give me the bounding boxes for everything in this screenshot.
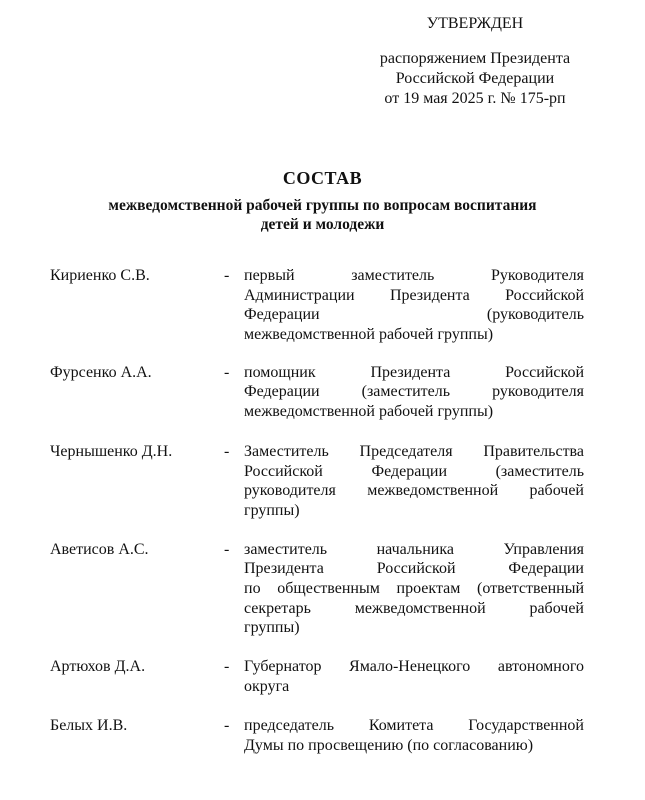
member-role [244, 540, 584, 638]
role-line: Администрации Президента Российской [244, 286, 584, 304]
member-entry [0, 657, 645, 696]
document-subtitle [40, 196, 605, 234]
role-line: Заместитель Председателя Правительства [244, 442, 584, 460]
approval-line-3: от 19 мая 2025 г. № 175-рп [384, 90, 566, 107]
member-dash: - [224, 363, 230, 381]
role-line: округа [244, 677, 290, 695]
member-entry [0, 716, 645, 755]
role-line: Губернатор Ямало-Ненецкого автономного [244, 658, 584, 675]
role-line: руководителя межведомственной рабочей [244, 482, 584, 500]
approval-stamp [345, 14, 605, 109]
member-dash: - [224, 540, 230, 558]
role-line: Федерации (руководитель [244, 306, 584, 324]
member-role [244, 657, 584, 696]
approval-heading: УТВЕРЖДЕН [426, 15, 524, 32]
role-line: межведомственной рабочей группы) [244, 403, 494, 421]
member-dash: - [224, 717, 230, 735]
member-entry [0, 363, 645, 422]
member-name: Кириенко С.В. [50, 267, 150, 284]
role-line: межведомственной рабочей группы) [244, 326, 494, 344]
role-line: Президента Российской Федерации [244, 560, 584, 578]
member-name: Чернышенко Д.Н. [50, 442, 173, 460]
member-entry [0, 442, 645, 521]
role-line: первый заместитель Руководителя [244, 267, 584, 284]
document-title: СОСТАВ [282, 168, 363, 188]
member-entry [0, 540, 645, 638]
role-line: по общественным проектам (ответственный [244, 579, 584, 597]
role-line: Думы по просвещению (по согласованию) [244, 737, 534, 755]
member-entry [0, 266, 645, 345]
approval-line-2: Российской Федерации [395, 70, 555, 87]
role-line: группы) [244, 619, 300, 637]
member-dash: - [224, 442, 230, 460]
member-dash: - [224, 267, 230, 284]
approval-line-1: распоряжением Президента [379, 50, 571, 67]
role-line: заместитель начальника Управления [244, 540, 584, 558]
member-role [244, 363, 584, 422]
member-name: Фурсенко А.А. [50, 363, 152, 381]
subtitle-line-1: межведомственной рабочей группы по вопросам воспитания [108, 197, 537, 214]
member-role [244, 266, 584, 345]
role-line: Федерации (заместитель руководителя [244, 383, 584, 401]
role-line: председатель Комитета Государственной [244, 717, 584, 735]
member-name: Аветисов А.С. [50, 540, 149, 558]
role-line: помощник Президента Российской [244, 363, 584, 381]
member-dash: - [224, 658, 230, 675]
role-line: группы) [244, 501, 300, 519]
member-name: Белых И.В. [50, 717, 128, 735]
member-name: Артюхов Д.А. [50, 658, 146, 675]
member-role [244, 716, 584, 755]
members-list [0, 266, 645, 756]
subtitle-line-2: детей и молодежи [260, 216, 385, 233]
role-line: секретарь межведомственной рабочей [244, 599, 584, 617]
role-line: Российской Федерации (заместитель [244, 462, 584, 480]
member-role [244, 442, 584, 521]
